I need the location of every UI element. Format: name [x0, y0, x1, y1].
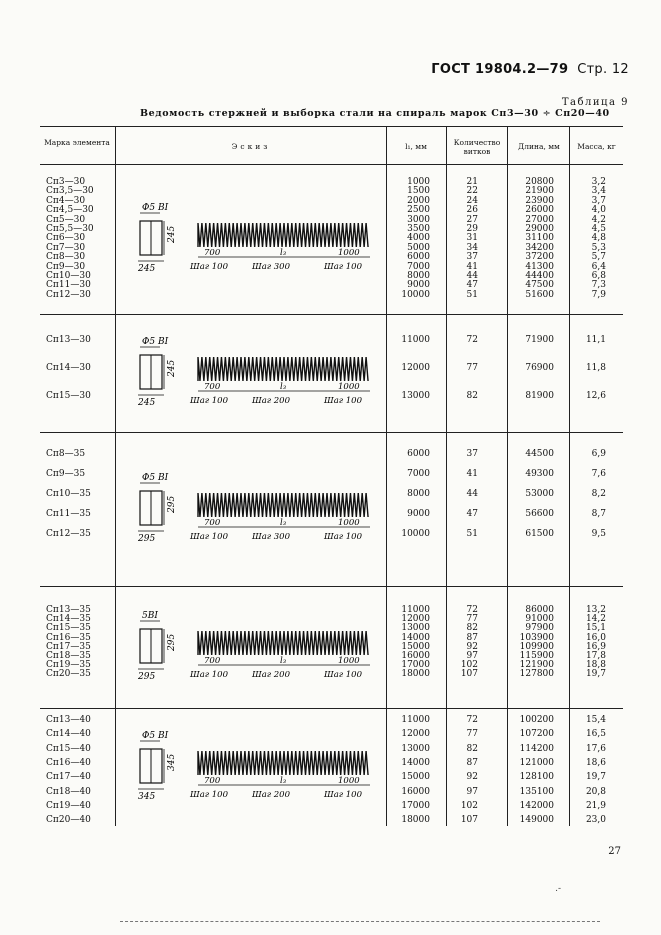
row-len: 44500 — [525, 449, 554, 459]
row-turns: 72 — [466, 605, 478, 615]
row-turns: 37 — [466, 252, 478, 263]
row-length: 14000 — [401, 632, 430, 643]
size-label-vertical: 245 — [167, 225, 177, 243]
row-turns: 51 — [466, 289, 478, 300]
row-mass: 6,9 — [591, 449, 606, 459]
row-mass: 3,7 — [591, 195, 606, 206]
column-divider — [446, 126, 447, 826]
row-mass: 11,1 — [585, 335, 606, 345]
row-turns: 37 — [466, 449, 478, 459]
row-len: 71900 — [525, 335, 554, 345]
row-turns: 22 — [466, 186, 478, 197]
row-len: 20800 — [525, 177, 554, 187]
row-turns: 44 — [466, 489, 478, 499]
row-len: 41300 — [525, 261, 554, 272]
row-mass: 3,2 — [591, 177, 606, 187]
row-turns: 102 — [460, 800, 478, 811]
step-label: Шаг 100 — [190, 790, 228, 800]
row-len: 142000 — [519, 800, 554, 811]
step-label: Шаг 200 — [252, 790, 290, 800]
col-header-mark: Марка элемента — [44, 138, 110, 147]
row-mark: Сп3—30 — [46, 177, 86, 187]
row-turns: 41 — [466, 261, 478, 272]
column-divider — [569, 126, 570, 826]
row-len: 76900 — [525, 363, 554, 373]
row-turns: 24 — [466, 195, 478, 206]
row-mark: Сп14—30 — [46, 363, 91, 373]
row-mark: Сп15—40 — [46, 743, 91, 754]
column-divider — [507, 126, 508, 826]
step-label: Шаг 100 — [324, 670, 362, 680]
row-mark: Сп4—30 — [46, 195, 86, 206]
row-mark: Сп3,5—30 — [46, 186, 94, 197]
row-mass: 11,8 — [585, 363, 606, 373]
dim-mid: l₃ — [280, 382, 287, 392]
diameter-label: Φ5 BI — [142, 203, 169, 213]
row-turns: 29 — [466, 224, 478, 234]
row-mass: 23,0 — [585, 815, 606, 826]
row-length: 1000 — [407, 177, 430, 187]
document-header — [431, 62, 629, 77]
group-divider — [40, 432, 623, 433]
dim-mid: l₃ — [280, 656, 287, 666]
row-length: 10000 — [401, 289, 430, 300]
size-label-horizontal: 345 — [138, 792, 156, 802]
row-len: 107200 — [519, 729, 554, 740]
row-turns: 92 — [466, 772, 478, 783]
row-mass: 4,0 — [591, 205, 606, 216]
row-len: 97900 — [525, 623, 554, 634]
row-length: 5000 — [407, 242, 430, 253]
row-mark: Сп18—35 — [46, 651, 91, 661]
row-len: 149000 — [519, 815, 554, 826]
row-mass: 8,7 — [591, 509, 606, 519]
row-mass: 16,9 — [585, 641, 606, 652]
row-mark: Сп18—40 — [46, 786, 91, 797]
row-length: 8000 — [407, 489, 430, 499]
row-mass: 16,5 — [585, 729, 606, 740]
row-mark: Сп8—35 — [46, 449, 86, 459]
row-mass: 18,6 — [585, 757, 606, 768]
row-mass: 8,2 — [591, 489, 606, 499]
row-turns: 26 — [466, 205, 478, 216]
row-turns: 51 — [466, 529, 478, 539]
row-mass: 18,8 — [585, 660, 606, 671]
row-length: 7000 — [407, 469, 430, 479]
row-mass: 6,8 — [591, 271, 606, 281]
row-turns: 82 — [466, 743, 478, 754]
row-turns: 72 — [466, 335, 478, 345]
row-turns: 47 — [466, 280, 478, 291]
row-mark: Сп13—35 — [46, 605, 91, 615]
dim-left: 700 — [204, 776, 221, 786]
row-len: 127800 — [519, 669, 554, 680]
diameter-label: Φ5 BI — [142, 337, 169, 347]
row-mass: 7,6 — [591, 469, 606, 479]
footer-divider — [120, 921, 600, 922]
row-length: 1500 — [407, 186, 430, 197]
row-turns: 97 — [466, 651, 478, 661]
dim-mid: l₃ — [280, 248, 287, 258]
row-turns: 87 — [466, 757, 478, 768]
row-mark: Сп13—30 — [46, 335, 91, 345]
row-mark: Сп11—35 — [46, 509, 91, 519]
diameter-label: Φ5 BI — [142, 473, 169, 483]
diameter-label: Φ5 BI — [142, 731, 169, 741]
spiral-coil — [198, 493, 368, 517]
row-length: 16000 — [401, 651, 430, 661]
row-mark: Сп20—35 — [46, 669, 91, 680]
row-turns: 77 — [466, 729, 478, 740]
step-label: Шаг 200 — [252, 670, 290, 680]
size-label-vertical: 295 — [167, 495, 177, 513]
row-turns: 21 — [466, 177, 478, 187]
row-length: 13000 — [401, 391, 430, 401]
col-header-length: l₁, мм — [405, 142, 427, 151]
row-mark: Сп19—40 — [46, 800, 91, 811]
row-mass: 9,5 — [591, 529, 606, 539]
row-length: 9000 — [407, 280, 430, 291]
spiral-coil — [198, 631, 368, 655]
dim-left: 700 — [204, 382, 221, 392]
page-label: Стр. 12 — [577, 62, 629, 77]
dim-right: 1000 — [338, 656, 360, 666]
row-mark: Сп19—35 — [46, 660, 91, 671]
row-mass: 12,6 — [585, 391, 606, 401]
row-len: 135100 — [519, 786, 554, 797]
dim-left: 700 — [204, 656, 221, 666]
spiral-coil — [198, 751, 368, 775]
row-mass: 20,8 — [585, 786, 606, 797]
row-length: 4000 — [407, 233, 430, 244]
table-title: Ведомость стержней и выборка стали на спираль марок Сп3—30 ÷ Сп20—40 — [140, 108, 610, 119]
dim-right: 1000 — [338, 248, 360, 258]
row-len: 56600 — [525, 509, 554, 519]
table-label: Таблица 9 — [561, 97, 629, 108]
col-header-len: Длина, мм — [518, 142, 560, 151]
row-mass: 17,6 — [585, 743, 606, 754]
row-length: 13000 — [401, 623, 430, 634]
row-mass: 4,2 — [591, 214, 606, 225]
row-mark: Сп15—35 — [46, 623, 91, 634]
table-header-border — [40, 164, 623, 165]
row-len: 34200 — [525, 242, 554, 253]
row-len: 47500 — [525, 280, 554, 291]
row-mark: Сп9—35 — [46, 469, 86, 479]
row-length: 11000 — [401, 605, 430, 615]
step-label: Шаг 100 — [324, 396, 362, 406]
row-mass: 17,8 — [585, 651, 606, 661]
size-label-horizontal: 295 — [138, 534, 156, 544]
step-label: Шаг 300 — [252, 532, 290, 542]
row-mark: Сп16—40 — [46, 757, 91, 768]
row-length: 6000 — [407, 252, 430, 263]
spiral-sketch — [120, 719, 382, 819]
row-length: 13000 — [401, 743, 430, 754]
row-turns: 34 — [466, 242, 478, 253]
row-mass: 19,7 — [585, 772, 606, 783]
row-mass: 16,0 — [585, 632, 606, 643]
row-mark: Сп6—30 — [46, 233, 86, 244]
row-len: 121000 — [519, 757, 554, 768]
size-label-vertical: 245 — [167, 359, 177, 377]
row-mass: 7,9 — [591, 289, 606, 300]
row-len: 103900 — [519, 632, 554, 643]
row-turns: 44 — [466, 271, 478, 281]
dim-mid: l₃ — [280, 776, 287, 786]
row-len: 29000 — [525, 224, 554, 234]
row-length: 12000 — [401, 614, 430, 625]
row-mark: Сп17—35 — [46, 641, 91, 652]
row-turns: 31 — [466, 233, 478, 244]
col-header-turns: Количество витков — [453, 138, 501, 156]
row-length: 17000 — [401, 660, 430, 671]
row-len: 26000 — [525, 205, 554, 216]
dim-left: 700 — [204, 248, 221, 258]
row-turns: 87 — [466, 632, 478, 643]
steel-table — [40, 126, 623, 826]
row-len: 114200 — [519, 743, 554, 754]
row-len: 109900 — [519, 641, 554, 652]
row-mark: Сп12—30 — [46, 289, 91, 300]
standard-code: ГОСТ 19804.2—79 — [431, 62, 569, 77]
row-len: 61500 — [525, 529, 554, 539]
row-length: 3500 — [407, 224, 430, 234]
dim-mid: l₃ — [280, 518, 287, 528]
col-header-mass: Масса, кг — [577, 142, 616, 151]
row-len: 91000 — [525, 614, 554, 625]
row-turns: 102 — [460, 660, 478, 671]
size-label-horizontal: 295 — [138, 672, 156, 682]
row-length: 10000 — [401, 529, 430, 539]
row-length: 3000 — [407, 214, 430, 225]
column-divider — [386, 126, 387, 826]
row-length: 8000 — [407, 271, 430, 281]
row-len: 115900 — [519, 651, 554, 661]
row-mass: 21,9 — [585, 800, 606, 811]
row-mass: 15,1 — [585, 623, 606, 634]
col-header-sketch: Эскиз — [231, 142, 271, 151]
step-label: Шаг 100 — [190, 396, 228, 406]
row-turns: 72 — [466, 715, 478, 725]
row-length: 17000 — [401, 800, 430, 811]
row-mass: 7,3 — [591, 280, 606, 291]
row-mass: 6,4 — [591, 261, 606, 272]
step-label: Шаг 100 — [324, 262, 362, 272]
row-len: 27000 — [525, 214, 554, 225]
row-len: 128100 — [519, 772, 554, 783]
spiral-sketch — [120, 325, 382, 425]
row-length: 9000 — [407, 509, 430, 519]
row-mass: 19,7 — [585, 669, 606, 680]
row-mark: Сп20—40 — [46, 815, 91, 826]
spiral-coil — [198, 357, 368, 381]
spiral-sketch — [120, 191, 382, 291]
group-divider — [40, 586, 623, 587]
row-len: 86000 — [525, 605, 554, 615]
row-turns: 27 — [466, 214, 478, 225]
row-length: 2500 — [407, 205, 430, 216]
dim-right: 1000 — [338, 776, 360, 786]
page-number: 27 — [608, 846, 621, 857]
row-mass: 3,4 — [591, 186, 606, 197]
row-turns: 82 — [466, 623, 478, 634]
row-length: 6000 — [407, 449, 430, 459]
row-mass: 14,2 — [585, 614, 606, 625]
step-label: Шаг 100 — [190, 532, 228, 542]
row-mark: Сп5—30 — [46, 214, 86, 225]
dim-left: 700 — [204, 518, 221, 528]
row-mark: Сп11—30 — [46, 280, 91, 291]
row-len: 81900 — [525, 391, 554, 401]
size-label-vertical: 295 — [167, 633, 177, 651]
row-turns: 82 — [466, 391, 478, 401]
row-length: 2000 — [407, 195, 430, 206]
row-turns: 97 — [466, 786, 478, 797]
row-mark: Сп8—30 — [46, 252, 86, 263]
row-len: 51600 — [525, 289, 554, 300]
table-top-border — [40, 126, 623, 127]
row-length: 18000 — [401, 815, 430, 826]
row-turns: 77 — [466, 363, 478, 373]
row-mark: Сп12—35 — [46, 529, 91, 539]
row-length: 12000 — [401, 729, 430, 740]
column-divider — [115, 126, 116, 826]
row-mark: Сп7—30 — [46, 242, 86, 253]
row-turns: 107 — [460, 815, 478, 826]
step-label: Шаг 100 — [190, 670, 228, 680]
row-len: 53000 — [525, 489, 554, 499]
row-turns: 41 — [466, 469, 478, 479]
scan-mark: .- — [555, 884, 561, 894]
row-len: 100200 — [519, 715, 554, 725]
row-mark: Сп13—40 — [46, 715, 91, 725]
group-divider — [40, 708, 623, 709]
row-mass: 4,5 — [591, 224, 606, 234]
row-length: 12000 — [401, 363, 430, 373]
row-turns: 47 — [466, 509, 478, 519]
row-turns: 77 — [466, 614, 478, 625]
spiral-sketch — [120, 461, 382, 561]
row-mark: Сп16—35 — [46, 632, 91, 643]
row-mark: Сп14—35 — [46, 614, 91, 625]
row-mark: Сп10—30 — [46, 271, 91, 281]
row-mark: Сп5,5—30 — [46, 224, 94, 234]
size-label-vertical: 345 — [167, 753, 177, 771]
row-mass: 15,4 — [585, 715, 606, 725]
dim-right: 1000 — [338, 518, 360, 528]
row-length: 11000 — [401, 715, 430, 725]
row-mass: 5,3 — [591, 242, 606, 253]
row-mark: Сп17—40 — [46, 772, 91, 783]
row-length: 18000 — [401, 669, 430, 680]
step-label: Шаг 200 — [252, 396, 290, 406]
row-length: 15000 — [401, 772, 430, 783]
diameter-label: 5BI — [142, 611, 158, 621]
spiral-coil — [198, 223, 368, 247]
row-length: 7000 — [407, 261, 430, 272]
row-length: 16000 — [401, 786, 430, 797]
group-divider — [40, 314, 623, 315]
step-label: Шаг 300 — [252, 262, 290, 272]
row-len: 44400 — [525, 271, 554, 281]
dim-right: 1000 — [338, 382, 360, 392]
row-mark: Сп9—30 — [46, 261, 86, 272]
row-length: 15000 — [401, 641, 430, 652]
size-label-horizontal: 245 — [138, 264, 156, 274]
row-mark: Сп4,5—30 — [46, 205, 94, 216]
row-len: 49300 — [525, 469, 554, 479]
row-turns: 107 — [460, 669, 478, 680]
row-length: 14000 — [401, 757, 430, 768]
size-label-horizontal: 245 — [138, 398, 156, 408]
row-mass: 5,7 — [591, 252, 606, 263]
row-len: 37200 — [525, 252, 554, 263]
step-label: Шаг 100 — [190, 262, 228, 272]
row-mark: Сп14—40 — [46, 729, 91, 740]
row-turns: 92 — [466, 641, 478, 652]
row-mass: 4,8 — [591, 233, 606, 244]
row-length: 11000 — [401, 335, 430, 345]
row-len: 121900 — [519, 660, 554, 671]
step-label: Шаг 100 — [324, 790, 362, 800]
row-len: 21900 — [525, 186, 554, 197]
spiral-sketch — [120, 599, 382, 699]
row-len: 31100 — [525, 233, 554, 244]
row-mark: Сп15—30 — [46, 391, 91, 401]
row-mass: 13,2 — [585, 605, 606, 615]
row-len: 23900 — [525, 195, 554, 206]
step-label: Шаг 100 — [324, 532, 362, 542]
row-mark: Сп10—35 — [46, 489, 91, 499]
